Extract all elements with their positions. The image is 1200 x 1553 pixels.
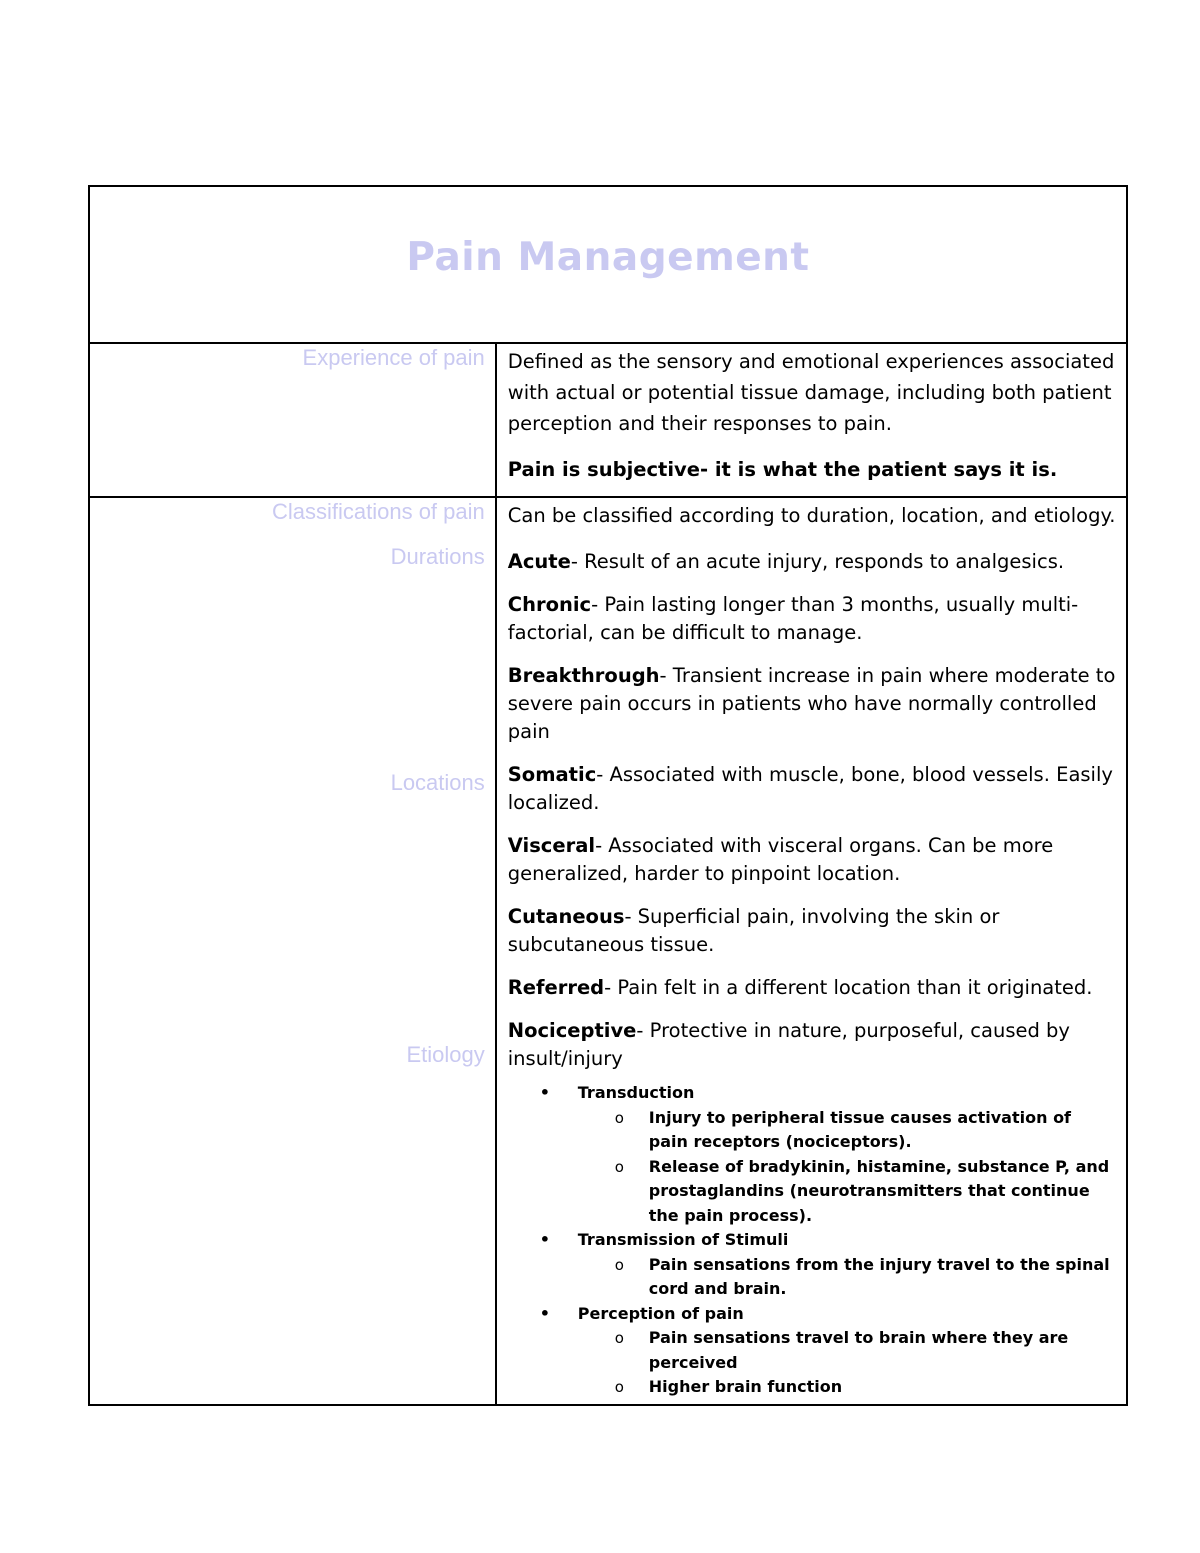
definition-somatic <box>508 761 1116 817</box>
sub-label-durations: Durations <box>390 544 485 569</box>
definition-paragraph <box>508 346 1116 439</box>
title-row <box>89 186 1127 343</box>
definition-acute <box>508 546 1116 577</box>
nociceptive-process-list <box>497 1081 1126 1400</box>
intro-text: Can be classified according to duration, location, and etiology. <box>507 504 1116 527</box>
page-title: Pain Management <box>406 235 810 280</box>
classifications-content-cell <box>496 497 1127 1405</box>
definition-text: Defined as the sensory and emotional experiences associated with actual or potential tissue damage, including both patient perception and their responses to pain. <box>507 350 1115 435</box>
list-item-perception: • Perception of pain <box>497 1302 1126 1327</box>
term-description: - Superficial pain, involving the skin or subcutaneous tissue. <box>507 905 1000 956</box>
term-label: Visceral <box>507 834 596 857</box>
title-cell <box>89 186 1127 343</box>
term-label: Referred <box>507 976 605 999</box>
subjective-text: Pain is subjective- it is what the patient says it is. <box>507 458 1058 481</box>
definition-cutaneous <box>508 903 1116 959</box>
sub-list-item: o Pain sensations from the injury travel to the spinal cord and brain. <box>497 1253 1126 1302</box>
sub-label-locations: Locations <box>390 770 485 795</box>
term-description: - Associated with visceral organs. Can be more generalized, harder to pinpoint location. <box>507 834 1054 885</box>
experience-content-cell <box>496 343 1127 497</box>
sub-label-etiology: Etiology <box>406 1042 485 1067</box>
definition-referred <box>508 974 1116 1002</box>
list-item-transduction: • Transduction <box>497 1081 1126 1106</box>
definition-visceral <box>508 832 1116 888</box>
experience-label-cell <box>89 343 496 497</box>
sub-list-item: o Pain sensations travel to brain where they are perceived <box>497 1326 1126 1375</box>
sub-list-item: o Release of bradykinin, histamine, substance P, and prostaglandins (neurotransmitters that continue the pain process). <box>497 1155 1126 1229</box>
term-description: - Associated with muscle, bone, blood vessels. Easily localized. <box>507 763 1113 814</box>
row-label-classifications: Classifications of pain <box>271 499 485 524</box>
term-description: - Transient increase in pain where moderate to severe pain occurs in patients who have normally controlled pain <box>507 664 1116 743</box>
term-description: - Pain lasting longer than 3 months, usually multi-factorial, can be difficult to manage. <box>507 593 1079 644</box>
term-label: Breakthrough <box>507 664 660 687</box>
sub-list-item: o Injury to peripheral tissue causes activation of pain receptors (nociceptors). <box>497 1106 1126 1155</box>
term-label: Cutaneous <box>507 905 625 928</box>
classifications-intro <box>508 500 1116 531</box>
term-label: Somatic <box>507 763 597 786</box>
classifications-content <box>497 498 1126 1073</box>
term-description: - Pain felt in a different location than it originated. <box>604 976 1093 999</box>
classifications-row <box>89 497 1127 1405</box>
definition-chronic <box>508 591 1116 647</box>
list-item-transmission: • Transmission of Stimuli <box>497 1228 1126 1253</box>
term-label: Nociceptive <box>507 1019 637 1042</box>
row-label-experience: Experience of pain <box>302 345 485 370</box>
experience-row <box>89 343 1127 497</box>
sub-list-item: o Higher brain function <box>497 1375 1126 1400</box>
term-description: - Protective in nature, purposeful, caused by insult/injury <box>507 1019 1070 1070</box>
term-label: Acute <box>507 550 571 573</box>
definition-nociceptive <box>508 1017 1116 1073</box>
experience-content <box>497 344 1126 485</box>
term-label: Chronic <box>507 593 592 616</box>
definition-breakthrough <box>508 662 1116 746</box>
pain-management-table <box>88 185 1128 1406</box>
subjective-paragraph <box>508 454 1116 485</box>
classifications-label-cell <box>89 497 496 1405</box>
term-description: - Result of an acute injury, responds to analgesics. <box>570 550 1065 573</box>
